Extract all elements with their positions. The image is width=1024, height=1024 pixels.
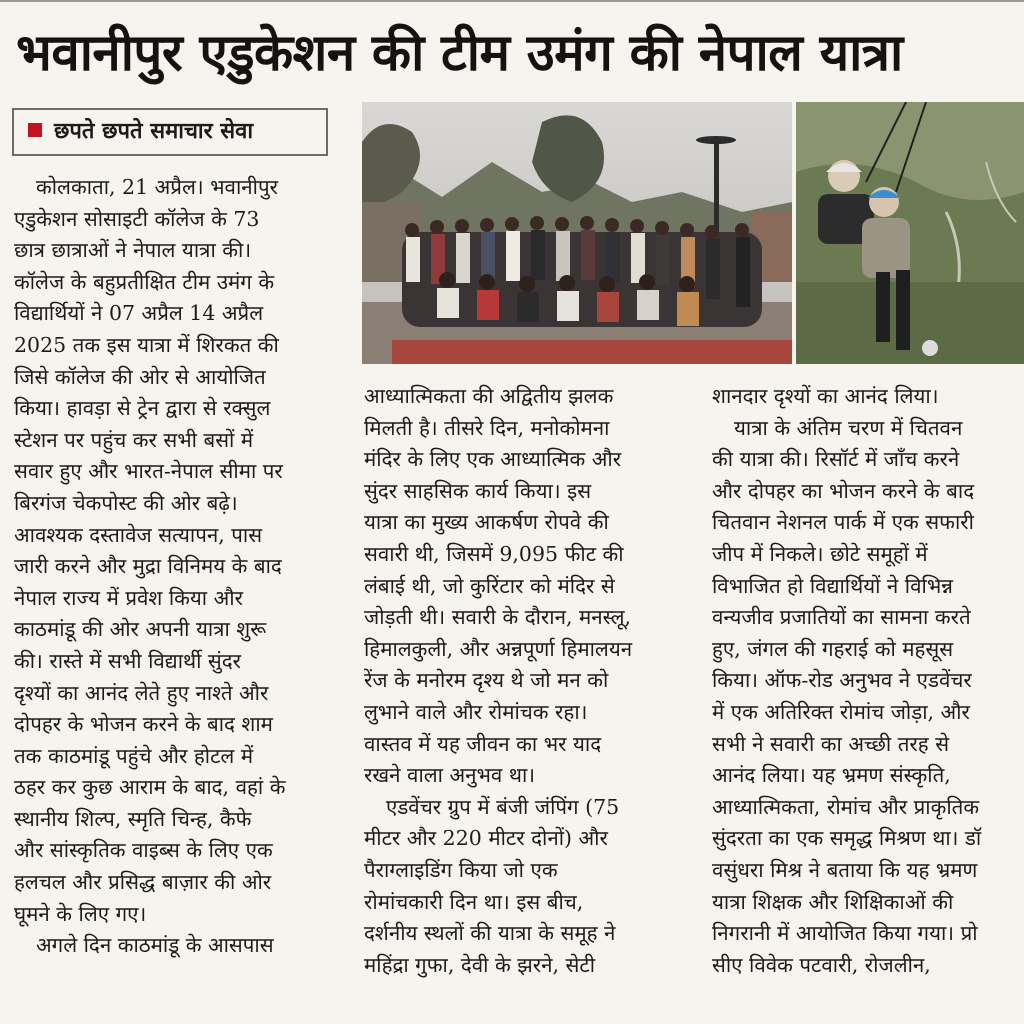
- col2-line-10: लुभाने वाले और रोमांचक रहा।: [364, 699, 588, 724]
- col2-line-3: सुंदर साहसिक कार्य किया। इस: [364, 478, 592, 503]
- col3-line-15: वसुंधरा मिश्र ने बताया कि यह भ्रमण: [712, 857, 978, 882]
- col3-line-12: आनंद लिया। यह भ्रमण संस्कृति,: [712, 763, 951, 788]
- col2-line-2: मंदिर के लिए एक आध्यात्मिक और: [364, 447, 622, 472]
- col3-line-10: में एक अतिरिक्त रोमांच जोड़ा, और: [712, 699, 970, 724]
- col2-line-12: रखने वाला अनुभव था।: [364, 763, 536, 788]
- col2-line-14: मीटर और 220 मीटर दोनों) और: [364, 826, 608, 851]
- col3-line-5: जीप में निकले। छोटे समूहों में: [712, 541, 928, 566]
- group-photo: [362, 102, 792, 364]
- col1-line-18: तक काठमांडू पहुंचे और होटल में: [14, 743, 254, 768]
- red-square-icon: [28, 123, 42, 137]
- col3-line-8: हुए, जंगल की गहराई को महसूस: [712, 636, 954, 661]
- col1-line-10: बिरगंज चेकपोस्ट की ओर बढ़े।: [14, 490, 238, 515]
- col2-line-16: रोमांचकारी दिन था। इस बीच,: [364, 889, 584, 914]
- col1-line-1: एडुकेशन सोसाइटी कॉलेज के 73: [14, 206, 260, 231]
- col2-line-18: महिंद्रा गुफा, देवी के झरने, सेटी: [364, 952, 596, 977]
- col1-line-17: दोपहर के भोजन करने के बाद शाम: [14, 712, 273, 737]
- article-column-3: [712, 381, 1024, 981]
- group-photo-image: [362, 102, 792, 364]
- col1-line-20: स्थानीय शिल्प, स्मृति चिन्ह, कैफे: [14, 806, 252, 831]
- col3-line-13: आध्यात्मिकता, रोमांच और प्राकृतिक: [712, 794, 980, 819]
- col1-line-11: आवश्यक दस्तावेज सत्यापन, पास: [14, 522, 263, 547]
- col1-line-0: कोलकाता, 21 अप्रैल। भवानीपुर: [36, 175, 278, 199]
- col1-line-3: कॉलेज के बहुप्रतीक्षित टीम उमंग के: [14, 269, 275, 294]
- col2-line-4: यात्रा का मुख्य आकर्षण रोपवे की: [364, 510, 609, 535]
- col3-line-16: यात्रा शिक्षक और शिक्षिकाओं की: [712, 889, 954, 914]
- col1-line-8: स्टेशन पर पहुंच कर सभी बसों में: [14, 427, 254, 452]
- col3-line-0: शानदार दृश्यों का आनंद लिया।: [712, 384, 939, 408]
- col1-line-22: हलचल और प्रसिद्ध बाज़ार की ओर: [14, 870, 272, 895]
- col2-line-0: आध्यात्मिकता की अद्वितीय झलक: [364, 384, 614, 408]
- col2-line-11: वास्तव में यह जीवन का भर याद: [364, 731, 602, 756]
- col1-line-19: ठहर कर कुछ आराम के बाद, वहां के: [14, 775, 286, 800]
- top-rule: [0, 0, 1024, 2]
- col3-line-9: किया। ऑफ-रोड अनुभव ने एडवेंचर: [712, 668, 972, 693]
- article-column-2: [364, 381, 690, 981]
- col3-line-14: सुंदरता का एक समृद्ध मिश्रण था। डॉ: [712, 826, 982, 851]
- col1-line-14: काठमांडू की ओर अपनी यात्रा शुरू: [14, 617, 267, 642]
- col3-line-18: सीए विवेक पटवारी, रोजलीन,: [712, 952, 931, 977]
- col3-line-2: की यात्रा की। रिसॉर्ट में जाँच करने: [712, 447, 960, 472]
- col1-line-24: अगले दिन काठमांडू के आसपास: [36, 933, 274, 958]
- col1-line-6: जिसे कॉलेज की ओर से आयोजित: [14, 364, 266, 389]
- col2-line-15: पैराग्लाइडिंग किया जो एक: [364, 857, 558, 882]
- col2-line-9: रेंज के मनोरम दृश्य थे जो मन को: [364, 668, 609, 693]
- article-column-1: [14, 172, 340, 962]
- col3-line-17: निगरानी में आयोजित किया गया। प्रो: [712, 921, 978, 946]
- col2-line-5: सवारी थी, जिसमें 9,095 फीट की: [364, 541, 624, 566]
- col3-line-1: यात्रा के अंतिम चरण में चितवन: [734, 415, 963, 440]
- col1-line-5: 2025 तक इस यात्रा में शिरकत की: [14, 332, 279, 357]
- col3-line-7: वन्यजीव प्रजातियों का सामना करते: [712, 605, 971, 630]
- col1-line-13: नेपाल राज्य में प्रवेश किया और: [14, 585, 243, 610]
- col1-line-2: छात्र छात्राओं ने नेपाल यात्रा की।: [14, 238, 252, 263]
- paragliding-photo: [796, 102, 1024, 364]
- byline-text: छपते छपते समाचार सेवा: [54, 119, 254, 144]
- col1-line-23: घूमने के लिए गए।: [14, 901, 147, 926]
- col2-line-17: दर्शनीय स्थलों की यात्रा के समूह ने: [364, 921, 616, 946]
- col2-line-7: जोड़ती थी। सवारी के दौरान, मनस्लू,: [364, 605, 632, 630]
- col2-line-1: मिलती है। तीसरे दिन, मनोकोमना: [364, 415, 610, 440]
- headline: भवानीपुर एडुकेशन की टीम उमंग की नेपाल यात्रा: [16, 24, 903, 83]
- col2-line-8: हिमालकुली, और अन्नपूर्णा हिमालयन: [364, 636, 633, 661]
- col3-line-11: सभी ने सवारी का अच्छी तरह से: [712, 731, 950, 756]
- col2-line-6: लंबाई थी, जो कुरिंटार को मंदिर से: [364, 573, 615, 598]
- col1-line-9: सवार हुए और भारत-नेपाल सीमा पर: [14, 459, 283, 484]
- paragliding-photo-image: [796, 102, 1024, 364]
- col1-line-4: विद्यार्थियों ने 07 अप्रैल 14 अप्रैल: [14, 301, 264, 326]
- col3-line-4: चितवान नेशनल पार्क में एक सफारी: [712, 510, 974, 535]
- col1-line-16: दृश्यों का आनंद लेते हुए नाश्ते और: [14, 680, 269, 705]
- col2-line-13: एडवेंचर ग्रुप में बंजी जंपिंग (75: [386, 794, 620, 819]
- byline-box: [12, 108, 328, 156]
- col3-line-6: विभाजित हो विद्यार्थियों ने विभिन्न: [712, 573, 953, 598]
- col1-line-21: और सांस्कृतिक वाइब्स के लिए एक: [14, 838, 273, 863]
- col1-line-12: जारी करने और मुद्रा विनिमय के बाद: [14, 554, 282, 579]
- col3-line-3: और दोपहर का भोजन करने के बाद: [712, 478, 975, 503]
- col1-line-15: की। रास्ते में सभी विद्यार्थी सुंदर: [14, 648, 242, 673]
- col1-line-7: किया। हावड़ा से ट्रेन द्वारा से रक्सुल: [14, 396, 271, 421]
